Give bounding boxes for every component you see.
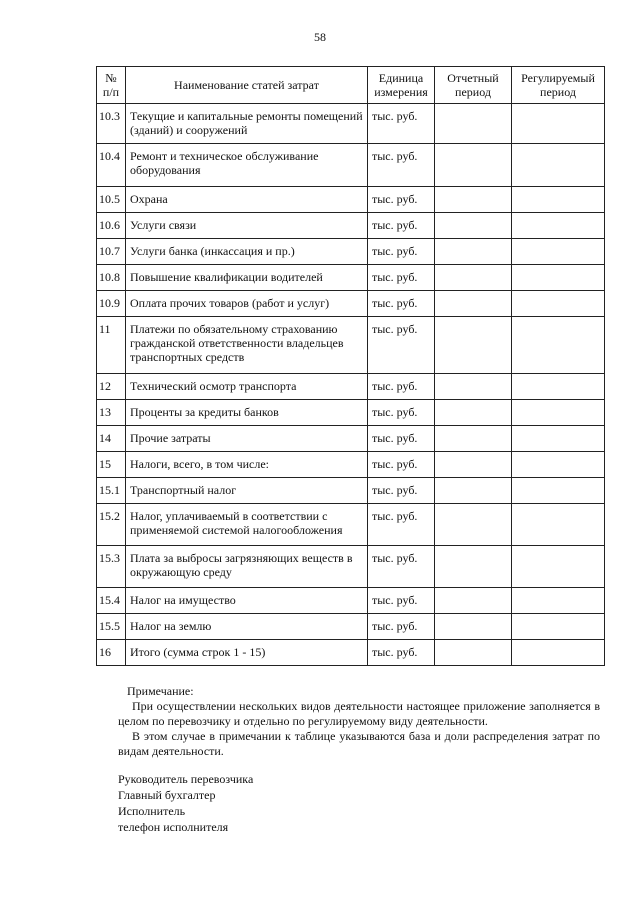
- cost-item-name: Услуги банка (инкассация и пр.): [126, 239, 368, 265]
- unit-cell: тыс. руб.: [368, 374, 435, 400]
- cost-item-name: Охрана: [126, 187, 368, 213]
- regulated-period-cell: [512, 317, 605, 374]
- row-number: 15.5: [97, 614, 126, 640]
- row-number: 15: [97, 452, 126, 478]
- row-number: 15.3: [97, 546, 126, 588]
- reported-period-cell: [435, 265, 512, 291]
- row-number: 14: [97, 426, 126, 452]
- row-number: 10.6: [97, 213, 126, 239]
- cost-item-name: Ремонт и техническое обслуживание оборудования: [126, 144, 368, 187]
- regulated-period-cell: [512, 213, 605, 239]
- regulated-period-cell: [512, 452, 605, 478]
- regulated-period-cell: [512, 265, 605, 291]
- table-row: [97, 478, 605, 504]
- unit-cell: тыс. руб.: [368, 640, 435, 666]
- row-number: 10.4: [97, 144, 126, 187]
- header-reported-period: Отчетный период: [435, 67, 512, 104]
- cost-item-name: Налог, уплачиваемый в соответствии с применяемой системой налогообложения: [126, 504, 368, 546]
- table-row: [97, 426, 605, 452]
- cost-item-name: Проценты за кредиты банков: [126, 400, 368, 426]
- cost-item-name: Оплата прочих товаров (работ и услуг): [126, 291, 368, 317]
- unit-cell: тыс. руб.: [368, 426, 435, 452]
- row-number: 13: [97, 400, 126, 426]
- regulated-period-cell: [512, 588, 605, 614]
- reported-period-cell: [435, 504, 512, 546]
- table-row: [97, 265, 605, 291]
- note-paragraph-2: В этом случае в примечании к таблице указываются база и доли распределения затрат по видам деятельности.: [118, 729, 600, 758]
- reported-period-cell: [435, 614, 512, 640]
- note-paragraph-1: При осуществлении нескольких видов деятельности настоящее приложение заполняется в целом по перевозчику и отдельно по регулируемому виду деятельности.: [118, 699, 600, 728]
- row-number: 10.3: [97, 104, 126, 144]
- unit-cell: тыс. руб.: [368, 478, 435, 504]
- header-name: Наименование статей затрат: [126, 67, 368, 104]
- unit-cell: тыс. руб.: [368, 317, 435, 374]
- reported-period-cell: [435, 640, 512, 666]
- unit-cell: тыс. руб.: [368, 239, 435, 265]
- unit-cell: тыс. руб.: [368, 614, 435, 640]
- regulated-period-cell: [512, 640, 605, 666]
- regulated-period-cell: [512, 291, 605, 317]
- page-number: 58: [314, 30, 326, 44]
- table-row: [97, 614, 605, 640]
- unit-cell: тыс. руб.: [368, 187, 435, 213]
- table-row: [97, 588, 605, 614]
- regulated-period-cell: [512, 239, 605, 265]
- row-number: 10.5: [97, 187, 126, 213]
- reported-period-cell: [435, 400, 512, 426]
- row-number: 12: [97, 374, 126, 400]
- reported-period-cell: [435, 588, 512, 614]
- signature-director: Руководитель перевозчика: [118, 772, 254, 786]
- signature-chief-accountant: Главный бухгалтер: [118, 788, 216, 802]
- signature-phone: телефон исполнителя: [118, 820, 229, 834]
- row-number: 10.7: [97, 239, 126, 265]
- header-regulated-period: Регулируемый период: [512, 67, 605, 104]
- unit-cell: тыс. руб.: [368, 400, 435, 426]
- regulated-period-cell: [512, 374, 605, 400]
- reported-period-cell: [435, 291, 512, 317]
- unit-cell: тыс. руб.: [368, 504, 435, 546]
- table-row: [97, 291, 605, 317]
- cost-item-name: Итого (сумма строк 1 - 15): [126, 640, 368, 666]
- cost-item-name: Налоги, всего, в том числе:: [126, 452, 368, 478]
- regulated-period-cell: [512, 614, 605, 640]
- reported-period-cell: [435, 239, 512, 265]
- unit-cell: тыс. руб.: [368, 588, 435, 614]
- regulated-period-cell: [512, 187, 605, 213]
- table-row: [97, 144, 605, 187]
- table-row: [97, 239, 605, 265]
- cost-table: [96, 66, 605, 666]
- unit-cell: тыс. руб.: [368, 452, 435, 478]
- table-row: [97, 213, 605, 239]
- reported-period-cell: [435, 317, 512, 374]
- cost-table-body: [97, 104, 605, 666]
- reported-period-cell: [435, 426, 512, 452]
- row-number: 16: [97, 640, 126, 666]
- regulated-period-cell: [512, 144, 605, 187]
- regulated-period-cell: [512, 504, 605, 546]
- table-row: [97, 452, 605, 478]
- cost-item-name: Платежи по обязательному страхованию гражданской ответственности владельцев транспортных средств: [126, 317, 368, 374]
- reported-period-cell: [435, 104, 512, 144]
- cost-item-name: Транспортный налог: [126, 478, 368, 504]
- unit-cell: тыс. руб.: [368, 265, 435, 291]
- note-title: Примечание:: [127, 684, 194, 698]
- unit-cell: тыс. руб.: [368, 291, 435, 317]
- regulated-period-cell: [512, 400, 605, 426]
- cost-item-name: Повышение квалификации водителей: [126, 265, 368, 291]
- row-number: 10.8: [97, 265, 126, 291]
- reported-period-cell: [435, 213, 512, 239]
- reported-period-cell: [435, 546, 512, 588]
- cost-item-name: Текущие и капитальные ремонты помещений (зданий) и сооружений: [126, 104, 368, 144]
- header-unit: Единица измерения: [368, 67, 435, 104]
- regulated-period-cell: [512, 478, 605, 504]
- regulated-period-cell: [512, 104, 605, 144]
- header-num: № п/п: [97, 67, 126, 104]
- table-row: [97, 374, 605, 400]
- cost-item-name: Налог на имущество: [126, 588, 368, 614]
- reported-period-cell: [435, 478, 512, 504]
- table-row: [97, 317, 605, 374]
- table-row: [97, 400, 605, 426]
- unit-cell: тыс. руб.: [368, 546, 435, 588]
- reported-period-cell: [435, 187, 512, 213]
- unit-cell: тыс. руб.: [368, 104, 435, 144]
- cost-item-name: Плата за выбросы загрязняющих веществ в окружающую среду: [126, 546, 368, 588]
- row-number: 11: [97, 317, 126, 374]
- reported-period-cell: [435, 144, 512, 187]
- unit-cell: тыс. руб.: [368, 144, 435, 187]
- regulated-period-cell: [512, 546, 605, 588]
- cost-item-name: Налог на землю: [126, 614, 368, 640]
- reported-period-cell: [435, 452, 512, 478]
- cost-item-name: Услуги связи: [126, 213, 368, 239]
- row-number: 15.4: [97, 588, 126, 614]
- regulated-period-cell: [512, 426, 605, 452]
- cost-item-name: Прочие затраты: [126, 426, 368, 452]
- table-row: [97, 640, 605, 666]
- row-number: 10.9: [97, 291, 126, 317]
- signature-executor: Исполнитель: [118, 804, 186, 818]
- reported-period-cell: [435, 374, 512, 400]
- table-row: [97, 504, 605, 546]
- unit-cell: тыс. руб.: [368, 213, 435, 239]
- row-number: 15.2: [97, 504, 126, 546]
- table-row: [97, 104, 605, 144]
- table-row: [97, 546, 605, 588]
- cost-item-name: Технический осмотр транспорта: [126, 374, 368, 400]
- row-number: 15.1: [97, 478, 126, 504]
- table-row: [97, 187, 605, 213]
